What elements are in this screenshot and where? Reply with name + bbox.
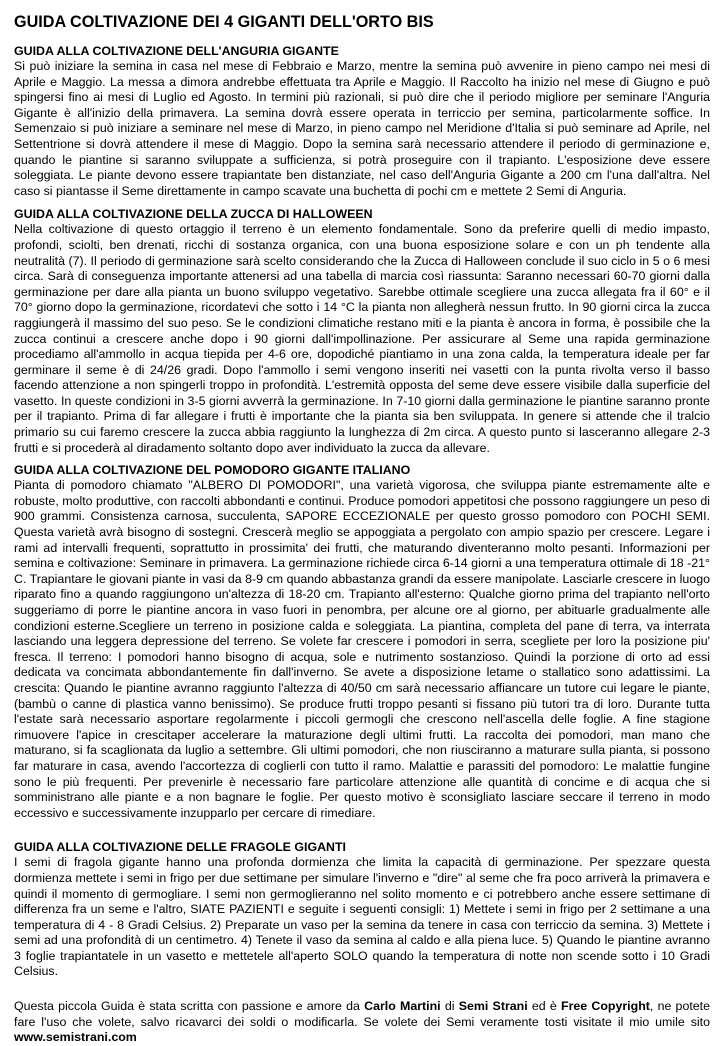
section-text: Nella coltivazione di questo ortaggio il terreno è un elemento fondamentale. Sono da preferire quelli di medio impasto, profondi, sciolti, ben drenati, ricchi di sostanza organica, con una buona esposizione solare e con un ph tendente alla neutralità (7). Il periodo di germinazione sarà scelto considerando che la Zucca di Halloween conclude il suo ciclo in 5 o 6 mesi circa. Sarà di conseguenza importante attenersi ad una tabella di marcia così riassunta: Saranno necessari 60-70 giorni dalla germinazione per dare alla pianta un buono sviluppo vegetativo. Sarebbe ottimale scegliere una zucca allegata fra il 60° e il 70° giorno dopo la germinazione, ricordatevi che sotto i 14 °C la pianta non allegherà nessun frutto. In 90 giorni circa la zucca raggiungerà il massimo del suo peso. Se le condizioni climatiche restano miti e la pianta è ancora in forma, è possibile che la zucca continui a crescere anche dopo i 90 giorni dall'impollinazione. Per assicurare al Seme una rapida germinazione procediamo all'ammollo in acqua tiepida per 4-6 ore, dopodiché piantiamo in una zona calda, la temperatura ideale per far germinare il seme è di 24/26 gradi. Dopo l'ammollo i semi vengono inseriti nei vasetti con la punta rivolta verso il basso facendo attenzione a non spingerli troppo in profondità. L'estremità opposta del seme deve essere visibile dalla superficie del vasetto. In queste condizioni in 3-5 giorni avverrà la germinazione. In 7-10 giorni dalla germinazione le piantine saranno pronte per il trapianto. Prima di far allegare i frutti è importante che la pianta sia ben sviluppata. In genere si attende che il tralcio primario su cui faremo crescere la zucca abbia raggiunto la lunghezza di 2m circa. A questo punto si lasceranno allegare 2-3 frutti e si procederà al diradamento soltanto dopo aver individuato la zucca da allevare.	[14, 222, 710, 455]
section-heading: GUIDA ALLA COLTIVAZIONE DEL POMODORO GIGANTE ITALIANO	[14, 463, 411, 478]
footer-di: di	[440, 999, 459, 1014]
section-heading: GUIDA ALLA COLTIVAZIONE DELLE FRAGOLE GIGANTI	[14, 840, 347, 855]
section-zucca	[14, 207, 710, 456]
footer-note	[14, 999, 710, 1046]
site-link[interactable]: www.semistrani.com	[14, 1030, 137, 1045]
license-label: Free Copyright	[561, 999, 650, 1014]
section-text: I semi di fragola gigante hanno una profonda dormienza che limita la capacità di germinazione. Per spezzare questa dormienza mettete i semi in frigo per due settimane per simulare l'inverno e "dire" al seme che fra poco arriverà la primavera e quindi il momento di germogliare. I semi non germoglieranno nel solito momento e ci potrebbero anche essere settimane di differenza fra un seme e l'altro, SIATE PAZIENTI e seguite i seguenti consigli: 1) Mettete i semi in frigo per 2 settimane a una temperatura di 4 - 8 Gradi Celsius. 2) Preparate un vaso per la semina da tenere in casa con terriccio da semina. 3) Mettete i semi ad una profondità di un centimetro. 4) Tenete il vaso da semina al caldo e alla piena luce. 5) Quando le piantine avranno 3 foglie trapiantatele in un vasetto e mettetele all'aperto SOLO quando la temperatura di notte non scende sotto i 10 Gradi Celsius.	[14, 855, 710, 979]
footer-intro: Questa piccola Guida è stata scritta con passione e amore da	[14, 999, 365, 1014]
author-name: Carlo Martini	[364, 999, 441, 1014]
footer-ed: ed è	[527, 999, 561, 1014]
brand-name: Semi Strani	[458, 999, 528, 1014]
section-text: Pianta di pomodoro chiamato "ALBERO DI POMODORI", una varietà vigorosa, che sviluppa piante estremamente alte e robuste, molto produttive, con raccolti abbondanti e continui. Produce pomodori appetitosi che possono raggiungere un peso di 900 grammi. Consistenza carnosa, succulenta, SAPORE ECCEZIONALE per questo grosso pomodoro con POCHI SEMI. Questa varietà avrà bisogno di sostegni. Crescerà meglio se appoggiata a pergolato con ampio spazio per crescere. Legare i rami ad intervalli frequenti, soprattutto in prossimita' dei frutti, che maturando diventeranno molto pesanti. Informazioni per semina e coltivazione: Seminare in primavera. La germinazione richiede circa 6-14 giorni a una temperatura ottimale di 18 -21° C. Trapiantare le giovani piante in vasi da 8-9 cm quando abbastanza grandi da essere manipolate. Lasciarle crescere in luogo riparato fino a quando raggiungono un'altezza di 18-20 cm. Trapianto all'esterno: Qualche giorno prima del trapianto nell'orto suggeriamo di porre le piantine ancora in vaso fuori in penombra, per alcune ore al giorno, per abituarle gradualmente alle condizioni esterne.Scegliere un terreno in posizione calda e soleggiata. La piantina, completa del pane di terra, va interrata lasciando una leggera depressione del terreno. Se volete far crescere i pomodori in serra, scegliete per loro la posizione piu' fresca. Il terreno: I pomodori hanno bisogno di acqua, sole e nutrimento sostanzioso. Quindi la porzione di orto ad essi dedicata va concimata abbondantemente fin dall'inverno. Se avete a disposizione letame o stallatico sono adattissimi. La crescita: Quando le piantine avranno raggiunto l'altezza di 40/50 cm sarà necessario affiancare un tutore cui legare le piante, (bambù o canne di plastica vanno benissimo). Se produce frutti troppo pesanti si fissano più tutori tra di loro. Durante tutta l'estate sarà necessario asportare regolarmente i piccoli germogli che crescono nell'ascella delle foglie. A fine stagione rimuovere l'apice in crescitaper accelerare la maturazione degli ultimi frutti. La raccolta dei pomodori, man mano che maturano, si fa scaglionata da luglio a settembre. Gli ultimi pomodori, che non riusciranno a maturare sulla pianta, si possono far maturare in casa, avendo l'accortezza di coglierli con tutto il ramo. Malattie e parassiti del pomodoro: Le malattie fungine sono le più frequenti. Per prevenirle è necessario fare particolare attenzione alle quantità di concime e di acqua che si somministrano alle piante e a non bagnare le foglie. Per questo motivo è sconsigliato lasciare seccare il terreno in modo eccessivo e successivamente inzupparlo per cercare di rimediare.	[14, 478, 710, 820]
section-pomodoro	[14, 463, 710, 821]
page-title: GUIDA COLTIVAZIONE DEI 4 GIGANTI DELL'ORTO BIS	[14, 13, 434, 31]
section-heading: GUIDA ALLA COLTIVAZIONE DELLA ZUCCA DI HALLOWEEN	[14, 207, 373, 222]
section-anguria	[14, 44, 710, 199]
section-fragole	[14, 840, 710, 980]
section-heading: GUIDA ALLA COLTIVAZIONE DELL'ANGURIA GIGANTE	[14, 44, 339, 58]
section-text: Si può iniziare la semina in casa nel mese di Febbraio e Marzo, mentre la semina può avvenire in pieno campo nei mesi di Aprile e Maggio. La messa a dimora andrebbe effettuata tra Aprile e Maggio. Il Raccolto ha inizio nel mese di Giugno e può spingersi fino ai mesi di Luglio ed Agosto. In termini più razionali, si può dire che il periodo migliore per seminare l'Anguria Gigante è all'inizio della primavera. La semina dovrà essere operata in terriccio per semina, particolarmente soffice. In Semenzaio si può iniziare a seminare nel mese di Marzo, in pieno campo nel Meridione d'Italia si può seminare ad Aprile, nel Settentrione si dovrà attendere il mese di Maggio. Dopo la semina sarà necessario attendere il periodo di germinazione e, quando le piantine si saranno sviluppate a sufficienza, si potrà proseguire con il trapianto. L'esposizione deve essere soleggiata. Le piante devono essere trapiantate ben distanziate, nel caso dell'Anguria Gigante a 200 cm l'una dall'altra. Nel caso si piantasse il Seme direttamente in campo scavate una buchetta di pochi cm e mettete 2 Semi di Anguria.	[14, 59, 710, 198]
footer-body: , ne potete fare l'uso che volete, salvo ricavarci dei soldi o modificarla. Se volete dei Semi veramente tosti visitate il mio umile sito	[14, 999, 711, 1029]
